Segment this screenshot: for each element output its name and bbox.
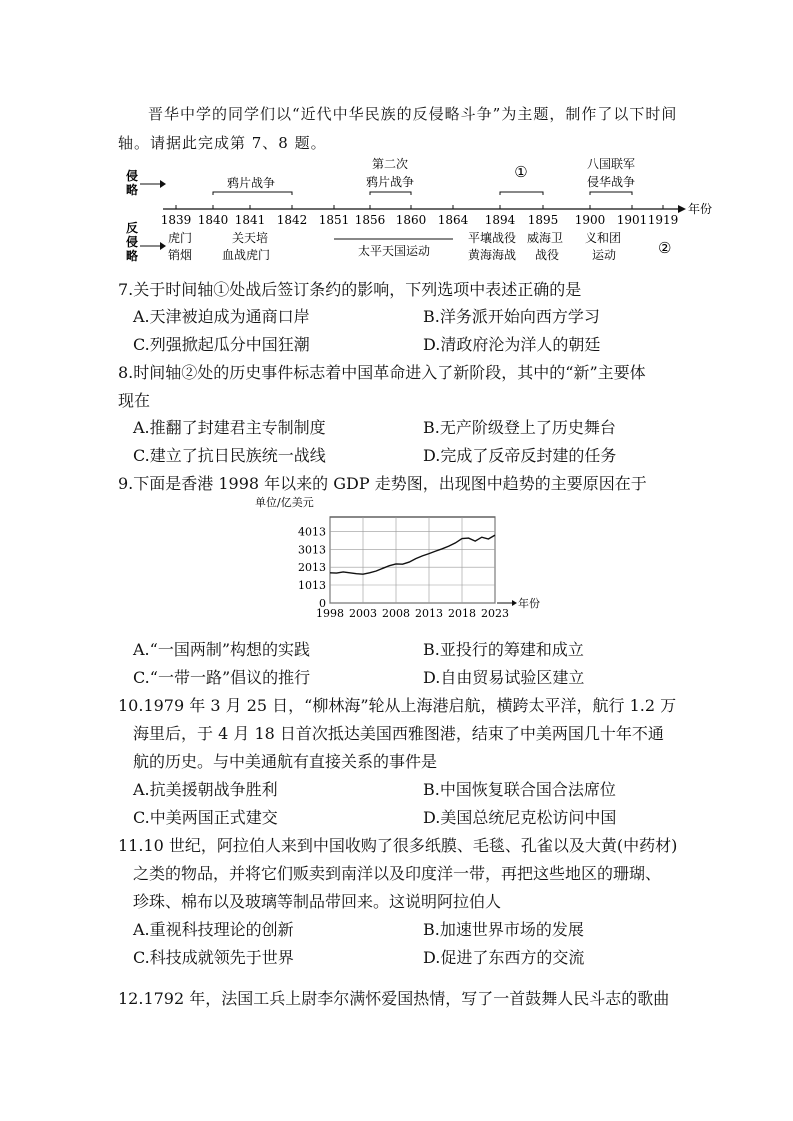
chart-x-tick-label: 1998 [316, 607, 344, 620]
timeline-label-invasion-1: 侵 [126, 169, 139, 183]
year-label: 1842 [276, 213, 308, 227]
q11-option-d: D.促进了东西方的交流 [423, 948, 585, 967]
event-eight-nation-2: 侵华战争 [586, 175, 636, 189]
event-humen-1: 虎门 [168, 231, 193, 245]
q7-option-a: A.天津被迫成为通商口岸 [133, 307, 310, 326]
event-second-opium-1: 第二次 [371, 157, 409, 171]
q9-option-c: C.“一带一路”倡议的推行 [133, 668, 311, 687]
q8-option-d: D.完成了反帝反封建的任务 [423, 446, 617, 465]
event-boxer-1: 义和团 [585, 231, 622, 245]
event-guan-2: 血战虎门 [222, 248, 271, 262]
question-11-stem-1: 11.10 世纪，阿拉伯人来到中国收购了很多纸膜、毛毯、孔雀以及大黄(中药材) [118, 836, 678, 855]
event-weihai-2: 战役 [535, 248, 560, 262]
chart-x-tick-label: 2023 [481, 607, 509, 620]
chart-y-tick-label: 4013 [298, 525, 326, 539]
chart-y-tick-label: 1013 [298, 578, 326, 592]
question-9-stem: 9.下面是香港 1998 年以来的 GDP 走势图，出现图中趋势的主要原因在于 [118, 474, 647, 493]
q9-option-a: A.“一国两制”构想的实践 [133, 640, 311, 659]
year-label: 1894 [484, 213, 516, 227]
timeline-ticks [176, 205, 663, 209]
q8-option-a: A.推翻了封建君主专制制度 [133, 418, 326, 437]
q7-option-b: B.洋务派开始向西方学习 [423, 307, 600, 326]
q8-option-c: C.建立了抗日民族统一战线 [133, 446, 326, 465]
timeline-label-resist-1: 反 [126, 221, 139, 235]
gdp-series-line [330, 535, 495, 574]
chart-y-tick-label: 3013 [298, 543, 326, 557]
question-10-stem-3: 航的历史。与中美通航有直接关系的事件是 [133, 752, 438, 771]
chart-y-ticks [298, 526, 326, 610]
event-pingrang-1: 平壤战役 [468, 231, 517, 245]
q7-option-c: C.列强掀起瓜分中国狂潮 [133, 335, 310, 354]
year-label: 1864 [437, 213, 469, 227]
question-11-stem-2: 之类的物品，并将它们贩卖到南洋以及印度洋一带，再把这些地区的珊瑚、 [133, 864, 662, 883]
chart-y-tick-label: 2013 [298, 561, 326, 575]
chart-x-tick-label: 2003 [349, 607, 377, 620]
chart-ylabel: 单位/亿美元 [255, 496, 314, 509]
chart-x-arrowhead [512, 600, 517, 606]
year-label: 1851 [318, 213, 350, 227]
timeline-marker-1: ① [514, 163, 528, 181]
gdp-line-chart [255, 493, 555, 628]
year-label: 1901 [616, 213, 648, 227]
chart-x-ticks [316, 607, 509, 620]
timeline-invasion-arrowhead [160, 180, 166, 188]
q7-option-d: D.清政府沦为洋人的朝廷 [423, 335, 601, 354]
q11-option-c: C.科技成就领先于世界 [133, 948, 294, 967]
question-10-stem-1: 10.1979 年 3 月 25 日，“柳林海”轮从上海港启航，横跨太平洋，航行 1.2 万 [118, 696, 677, 715]
timeline-axis-unit: 年份 [688, 202, 713, 216]
q10-option-c: C.中美两国正式建交 [133, 808, 278, 827]
chart-y-tick-label: 0 [319, 597, 326, 610]
event-boxer-2: 运动 [592, 248, 617, 262]
year-label: 1900 [574, 213, 606, 227]
q10-option-a: A.抗美援朝战争胜利 [133, 780, 278, 799]
event-eight-nation-1: 八国联军 [586, 157, 636, 171]
year-label: 1856 [354, 213, 386, 227]
timeline-axis-arrowhead [678, 205, 686, 213]
q8-option-b: B.无产阶级登上了历史舞台 [423, 418, 616, 437]
event-second-opium-2: 鸦片战争 [365, 175, 415, 189]
timeline-top-brackets [213, 192, 632, 195]
event-weihai-1: 威海卫 [527, 231, 564, 245]
chart-xlabel: 年份 [518, 597, 540, 610]
event-pingrang-2: 黄海海战 [468, 248, 517, 262]
year-label: 1919 [647, 213, 679, 227]
chart-x-tick-label: 2008 [382, 607, 410, 620]
year-label: 1840 [197, 213, 229, 227]
timeline-label-resist-3: 略 [126, 249, 139, 263]
year-label: 1839 [160, 213, 192, 227]
question-10-stem-2: 海里后，于 4 月 18 日首次抵达美国西雅图港，结束了中美两国几十年不通 [133, 724, 664, 743]
chart-x-tick-label: 2013 [415, 607, 443, 620]
timeline-label-invasion-2: 略 [126, 183, 139, 197]
year-label: 1860 [395, 213, 427, 227]
year-label: 1841 [234, 213, 266, 227]
q10-option-b: B.中国恢复联合国合法席位 [423, 780, 616, 799]
timeline-marker-2: ② [658, 239, 672, 257]
timeline-label-resist-2: 侵 [126, 235, 139, 249]
q9-option-d: D.自由贸易试验区建立 [423, 668, 585, 687]
question-11-stem-3: 珍珠、棉布以及玻璃等制品带回来。这说明阿拉伯人 [133, 892, 502, 911]
question-12-stem: 12.1792 年，法国工兵上尉李尔满怀爱国热情，写了一首鼓舞人民斗志的歌曲 [118, 989, 670, 1008]
timeline-diagram [118, 152, 718, 267]
event-opium-war: 鸦片战争 [226, 176, 276, 190]
q11-option-a: A.重视科技理论的创新 [133, 920, 294, 939]
timeline-resist-arrowhead [160, 242, 166, 250]
question-7-stem: 7.关于时间轴①处战后签订条约的影响，下列选项中表述正确的是 [118, 280, 582, 299]
event-taiping: 太平天国运动 [358, 244, 431, 258]
question-8-stem-2: 现在 [118, 391, 151, 410]
intro-line-2: 轴。请据此完成第 7、8 题。 [118, 134, 327, 152]
intro-line-1: 晋华中学的同学们以“近代中华民族的反侵略斗争”为主题，制作了以下时间 [148, 105, 678, 123]
question-8-stem-1: 8.时间轴②处的历史事件标志着中国革命进入了新阶段，其中的“新”主要体 [118, 363, 646, 382]
event-guan-1: 关天培 [232, 231, 269, 245]
q11-option-b: B.加速世界市场的发展 [423, 920, 584, 939]
year-label: 1895 [527, 213, 559, 227]
q9-option-b: B.亚投行的筹建和成立 [423, 640, 584, 659]
event-humen-2: 销烟 [168, 248, 193, 262]
chart-x-tick-label: 2018 [448, 607, 476, 620]
q10-option-d: D.美国总统尼克松访问中国 [423, 808, 617, 827]
